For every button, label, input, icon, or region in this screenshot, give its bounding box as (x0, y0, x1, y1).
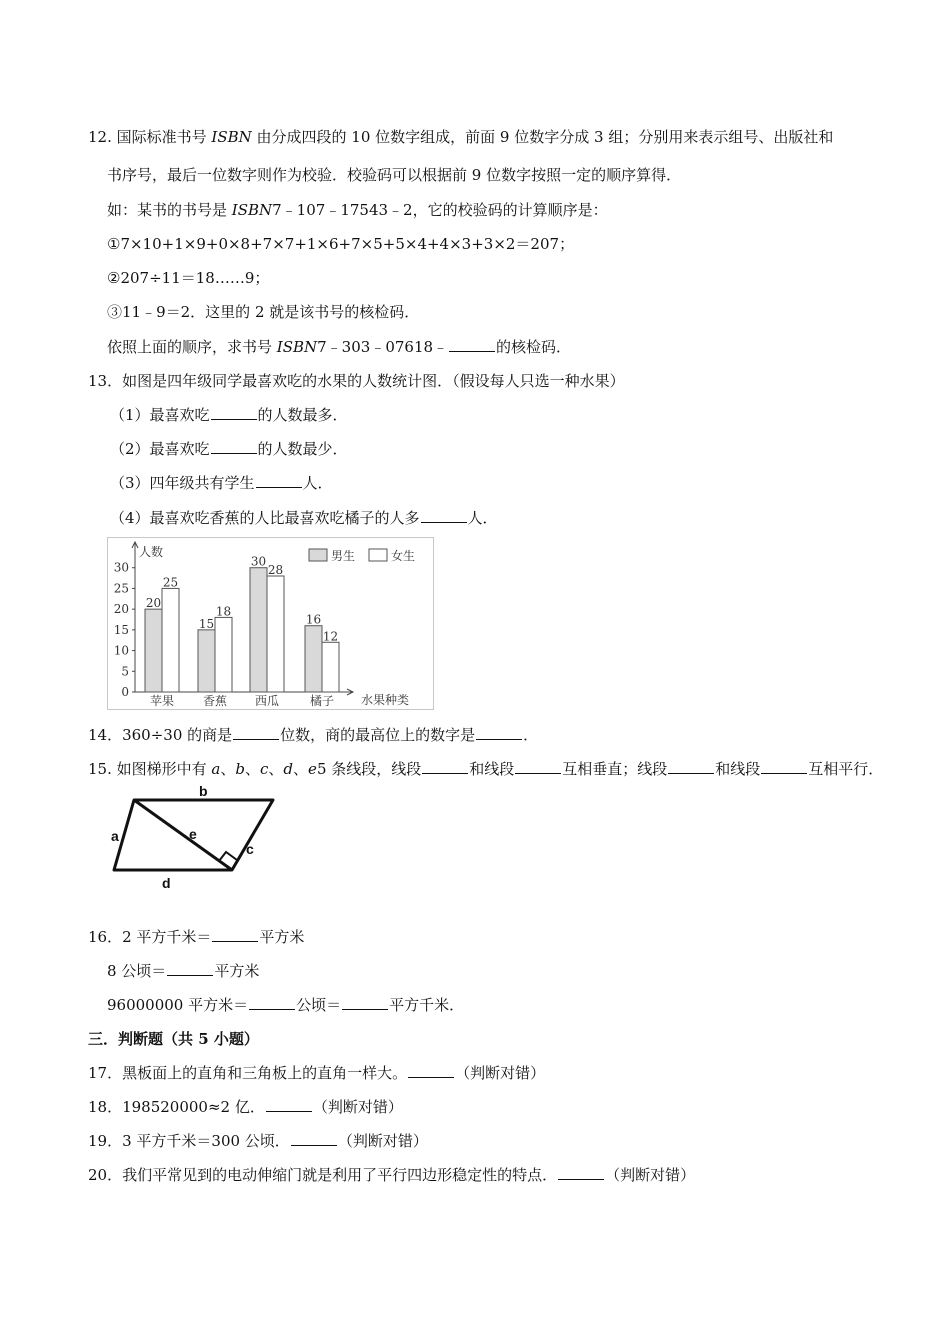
q16-line3 (107, 995, 464, 1015)
q12-line3 (107, 200, 608, 220)
q13-text: （3）四年级共有学生 (110, 474, 255, 492)
q15-var: b (235, 760, 245, 778)
bar-value-label: 20 (145, 596, 162, 611)
fruit-bar-chart (107, 537, 434, 710)
bar (305, 626, 322, 692)
q16-text: 平方千米． (389, 996, 465, 1014)
q13-text: 人． (302, 474, 333, 492)
q17-line (88, 1063, 545, 1083)
answer-blank[interactable] (256, 473, 302, 488)
q13-text: 的人数最少． (257, 440, 348, 458)
q15-var: d (283, 760, 294, 778)
right-angle-mark (219, 852, 237, 861)
q13-text: （1）最喜欢吃 (110, 406, 210, 424)
y-tick-label: 0 (121, 685, 129, 699)
answer-blank[interactable] (408, 1063, 454, 1078)
answer-blank[interactable] (212, 927, 258, 942)
label-b: b (199, 786, 208, 799)
bar (162, 588, 179, 692)
section-heading: 三．判断题（共 5 小题） (88, 1030, 259, 1048)
q12-isbn: ISBN (231, 201, 273, 219)
q13-part1 (110, 405, 348, 425)
q15-text: 15. 如图梯形中有 (88, 760, 212, 778)
q13-text: （2）最喜欢吃 (110, 440, 210, 458)
q13-part3 (110, 473, 333, 493)
y-tick-label: 20 (113, 602, 129, 617)
q18-text: 18．198520000≈2 亿． (88, 1098, 265, 1116)
bar (267, 576, 284, 692)
q20-line (88, 1165, 695, 1185)
q13-text: （4）最喜欢吃香蕉的人比最喜欢吃橘子的人多 (110, 509, 420, 527)
q15-text: 、 (268, 760, 284, 778)
answer-blank[interactable] (668, 759, 714, 774)
q12-line7 (107, 337, 571, 357)
answer-blank[interactable] (266, 1097, 312, 1112)
q12-step2: ②207÷11＝18……9； (107, 269, 270, 287)
answer-blank[interactable] (421, 508, 467, 523)
q15-text: 互相垂直；线段 (562, 760, 668, 778)
q16-text: 8 公顷＝ (107, 962, 167, 980)
bar-value-label: 16 (305, 612, 322, 627)
answer-blank[interactable] (211, 439, 257, 454)
q18-text: （判断对错） (312, 1098, 403, 1116)
trapezoid-figure (107, 786, 277, 898)
y-tick-label: 5 (121, 664, 129, 679)
q15-var: e (308, 760, 317, 778)
q13-text: 13．如图是四年级同学最喜欢吃的水果的人数统计图．（假设每人只选一种水果） (88, 372, 625, 390)
q12-isbn: ISBN (211, 128, 252, 146)
q13-text: 的人数最多． (257, 406, 348, 424)
bar (198, 630, 215, 692)
bar-value-label: 12 (322, 629, 339, 644)
q12-isbn: ISBN (276, 338, 318, 356)
label-c: c (246, 841, 254, 857)
label-a: a (111, 828, 119, 844)
answer-blank[interactable] (342, 995, 388, 1010)
q16-line1 (88, 927, 304, 947)
q12-line1 (88, 127, 833, 147)
answer-blank[interactable] (515, 759, 561, 774)
q15-text: 5 条线段，线段 (316, 760, 422, 778)
category-label: 橘子 (309, 694, 335, 708)
answer-blank[interactable] (476, 725, 522, 740)
answer-blank[interactable] (167, 961, 213, 976)
answer-blank[interactable] (422, 759, 468, 774)
legend-label: 男生 (331, 549, 356, 563)
q13-text: 人． (467, 509, 498, 527)
answer-blank[interactable] (249, 995, 295, 1010)
q12-text: 12. 国际标准书号 (88, 128, 212, 146)
y-tick-label: 15 (113, 622, 129, 637)
q15-text: 、 (244, 760, 260, 778)
bar-value-label: 15 (198, 616, 215, 631)
q12-text: 7﹣107﹣17543﹣2，它的校验码的计算顺序是： (272, 201, 608, 219)
q19-text: 19．3 平方千米＝300 公顷． (88, 1132, 290, 1150)
legend-swatch (369, 549, 387, 561)
q15-text: 互相平行． (808, 760, 884, 778)
q12-text: 书序号，最后一位数字则作为校验．校验码可以根据前 9 位数字按照一定的顺序算得． (107, 166, 682, 184)
q16-line2 (107, 961, 259, 981)
answer-blank[interactable] (449, 337, 495, 352)
q19-text: （判断对错） (337, 1132, 428, 1150)
y-axis-label: 人数 (139, 545, 164, 559)
q14-text: 位数，商的最高位上的数字是 (280, 726, 476, 744)
q16-text: 16．2 平方千米＝ (88, 928, 212, 946)
q13-part4 (110, 508, 498, 528)
q12-text: 依照上面的顺序，求书号 (107, 338, 277, 356)
q14-text: ． (523, 726, 539, 744)
category-label: 香蕉 (202, 694, 228, 708)
q12-text: 如：某书的书号是 (107, 201, 232, 219)
answer-blank[interactable] (761, 759, 807, 774)
q14-line (88, 725, 538, 745)
diagonal-e (134, 800, 232, 870)
answer-blank[interactable] (558, 1165, 604, 1180)
bar (145, 609, 162, 692)
y-tick-label: 10 (113, 643, 129, 658)
q16-text: 平方米 (214, 962, 260, 980)
q15-text: 和线段 (715, 760, 761, 778)
bar (322, 642, 339, 692)
q15-text: 、 (220, 760, 236, 778)
q12-step1: ①7×10+1×9+0×8+7×7+1×6+7×5+5×4+4×3+3×2＝207； (107, 235, 575, 253)
q12-line6 (107, 302, 419, 322)
q20-text: （判断对错） (605, 1166, 696, 1184)
y-tick-label: 25 (113, 581, 129, 596)
q12-line2 (107, 165, 681, 185)
q16-text: 平方米 (259, 928, 305, 946)
q18-line (88, 1097, 403, 1117)
q15-var: a (211, 760, 221, 778)
q14-text: 14．360÷30 的商是 (88, 726, 233, 744)
bar (250, 568, 267, 692)
q12-step3: ③11﹣9＝2．这里的 2 就是该书号的核检码． (107, 303, 420, 321)
q15-text: 、 (293, 760, 309, 778)
q15-line (88, 759, 883, 779)
q16-text: 公顷＝ (296, 996, 342, 1014)
legend-label: 女生 (391, 549, 416, 563)
bar-value-label: 30 (250, 554, 267, 569)
q13-part2 (110, 439, 348, 459)
q12-line5 (107, 268, 269, 288)
legend-swatch (309, 549, 327, 561)
bar-value-label: 25 (162, 575, 179, 590)
q17-text: 17．黑板面上的直角和三角板上的直角一样大。 (88, 1064, 408, 1082)
q20-text: 20．我们平常见到的电动伸缩门就是利用了平行四边形稳定性的特点． (88, 1166, 558, 1184)
q13-line1 (88, 371, 625, 391)
answer-blank[interactable] (211, 405, 257, 420)
q12-text: 7﹣303﹣07618﹣ (317, 338, 449, 356)
q19-line (88, 1131, 428, 1151)
label-e: e (189, 826, 197, 842)
answer-blank[interactable] (291, 1131, 337, 1146)
q15-var: c (260, 760, 269, 778)
label-d: d (162, 875, 171, 891)
q12-line4 (107, 234, 574, 254)
q12-text: 的核检码． (496, 338, 572, 356)
bar-value-label: 18 (215, 604, 232, 619)
q17-text: （判断对错） (455, 1064, 546, 1082)
q16-text: 96000000 平方米＝ (107, 996, 249, 1014)
q15-text: 和线段 (469, 760, 515, 778)
bar-value-label: 28 (267, 563, 284, 577)
category-label: 苹果 (149, 694, 175, 708)
x-axis-label: 水果种类 (361, 693, 410, 707)
category-label: 西瓜 (254, 694, 280, 708)
y-tick-label: 30 (113, 560, 129, 575)
answer-blank[interactable] (233, 725, 279, 740)
q12-text: 由分成四段的 10 位数字组成，前面 9 位数字分成 3 组；分别用来表示组号、出版社和 (251, 128, 834, 146)
bar (215, 617, 232, 692)
